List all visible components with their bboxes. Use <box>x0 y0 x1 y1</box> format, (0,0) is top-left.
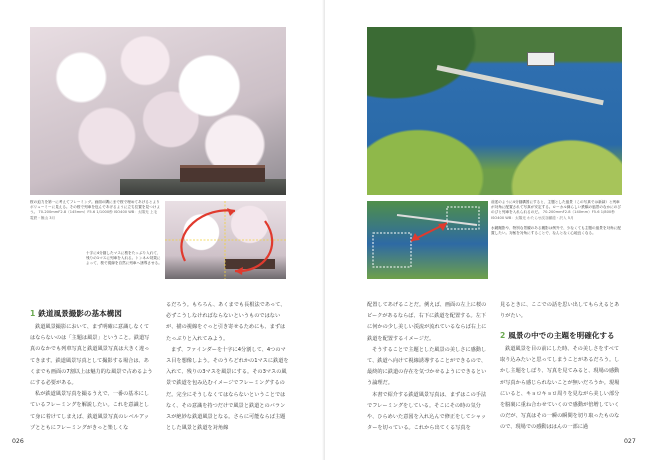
railway-bridge-photo <box>367 27 622 195</box>
paragraph: 鉄道風景を目の前にした時、その美しさをすべて取り込みたいと思ってしまうことがあるだろう。しかし主題をしぼり、写真を見てみると、現場の感動が写真から感じられないことが無いだろうか。現場にいると、キョロキョロ周りを見ながら美しい部分を脳裏に重ね合わせていくので感動が倍増していくのだが、写真はその一瞬の瞬間を切り取ったものなので、現場での感動ははんの一部に過 <box>500 346 620 431</box>
body-column-3 <box>367 300 491 434</box>
heading-text: 鉄道風景撮影の基本構図 <box>38 309 122 318</box>
inset-caption-right: 水鏡撮影や、特別な景観のある撮影は例外で、少なくても主題の風景を対角に配置したい。対極を対角にすることで、なんとなく心地良くなる。 <box>491 226 621 236</box>
body-column-1 <box>30 322 154 434</box>
arc-arrow-top <box>181 210 235 261</box>
train-car <box>527 52 555 66</box>
inset-caption-left: 十字に4分割したマスに桜をたっぷり入れて、残りの1マスに列車を入れる。トンネル効果によって、桜で視線を自然に列車へ誘導させる。 <box>86 251 162 266</box>
paragraph: 配置してあげることだ。例えば、画面の左上に桜のピークがあるならば、右下に鉄道を配置する。左下に何かの少し美しい渓流が流れているならば右上に鉄道を配置するイメージだ。 <box>367 302 487 342</box>
bridge-line <box>397 215 477 225</box>
train-frame-box <box>447 207 479 229</box>
arrow-head-icon <box>235 267 243 275</box>
heading-number: 1 <box>30 309 36 318</box>
bridge-photo-caption <box>491 200 622 221</box>
section-heading-2 <box>500 330 615 341</box>
body-column-4-top <box>500 300 624 322</box>
composition-overlay <box>367 201 488 279</box>
composition-overlay <box>165 201 286 279</box>
heading-number: 2 <box>500 331 506 340</box>
caption-text: 桜の迫力を第一に考えてフレーミング。画面の隅にまで桜で埋めてあげるとよりボリューミーに見える。その桜で列車を包んであげるように立ち位置を見つけよう。 <box>30 200 160 215</box>
caption-exif: 70-200mmF2.8（140mm）F5.6 1/800秒 ISO400 WB：太陽光 わたらせ渓谷鐵道・沢入 5月 <box>491 210 615 220</box>
bridge-span <box>436 65 603 105</box>
train-car <box>180 165 265 182</box>
arc-arrow-bottom <box>235 221 272 271</box>
arrow-head-icon <box>227 208 235 216</box>
scenery-frame-box <box>373 233 411 267</box>
heading-text: 風景の中での主題を明確化する <box>508 331 615 340</box>
body-column-2 <box>166 300 290 434</box>
paragraph: 私が鉄道風景写真を撮るうえで、一番の基本にしているフレーミングを解説したい。これを意識として身に着けてしまえば、鉄道風景写真のレベルアップとともにフレーミングがきっと楽しくな <box>30 391 150 431</box>
cherry-blossom-photo <box>30 27 286 195</box>
body-column-4 <box>500 344 624 434</box>
paragraph: まず、ファインダーを十字に4分割して、4つのマス目を想像しよう。そのうちどれかの1マスに鉄道を入れて、残りの3マスを風景にする。その3マスの風景で鉄道を包み込むイメージでフレーミングするのだ。完全にそうしなくてはならないということではなく、その意識を持つだけで風景と鉄道とのバランスが絶妙な鉄道風景となる。さらに可能ならば主題とした風景と鉄道を対角線 <box>166 346 289 432</box>
paragraph: 鉄道風景撮影において、まず明確に意識しなくてはならないのは「主題は風景」ということ。鉄道写真のなかでも列車写真と鉄道風景写真は大きく違ってきます。鉄道風景写真として撮影する場合は、あくまでも画面の7割以上は魅力的な風景で占めるようにする必要がある。 <box>30 324 153 387</box>
caption-exif: 70-200mmF2.8（145mm）F5.6 1/1000秒 ISO400 WB：太陽光 上毛電鉄・飯山 3月 <box>30 210 158 220</box>
paragraph: るだろう。もちろん、あくまでも長根法であって、必ずこうしなければならないというものではないが、描の視線をぐっと引き寄せるためにも、まずはたっぷりと入れてみよう。 <box>166 302 286 342</box>
page-number-left: 026 <box>12 438 24 445</box>
cherry-photo-caption <box>30 200 160 221</box>
page-number-right: 027 <box>624 438 636 445</box>
cherry-composition-inset <box>165 201 286 279</box>
paragraph: 見るときに、ここでの話を思い出してもらえるとありがたい。 <box>500 302 620 320</box>
section-heading-1 <box>30 308 122 319</box>
bridge-composition-inset <box>367 201 488 279</box>
paragraph: 本書で紹介する鉄道風景写真は、まずはこの手法でフレーミングをしている。そこにその時の気分や、ひらめいた意図を入れ込んで修正をしてシャッターを切っている。これから出てくる写真を <box>367 391 487 432</box>
caption-text: 前述のように4分割構図にすると、主題とした風景（この写真では新緑）と列車が対角に配置されて写真が安定する。ローカル線らしい鉄橋の風景のなかにのびのびと列車を入れられるのだ。 <box>491 200 622 215</box>
paragraph: そうすることで主題とした風景の美しさに感動して、鉄道へ向けて視線誘導することができるので、最終的に鉄道の存在を気づかせるようにできるという論理だ。 <box>367 346 487 387</box>
